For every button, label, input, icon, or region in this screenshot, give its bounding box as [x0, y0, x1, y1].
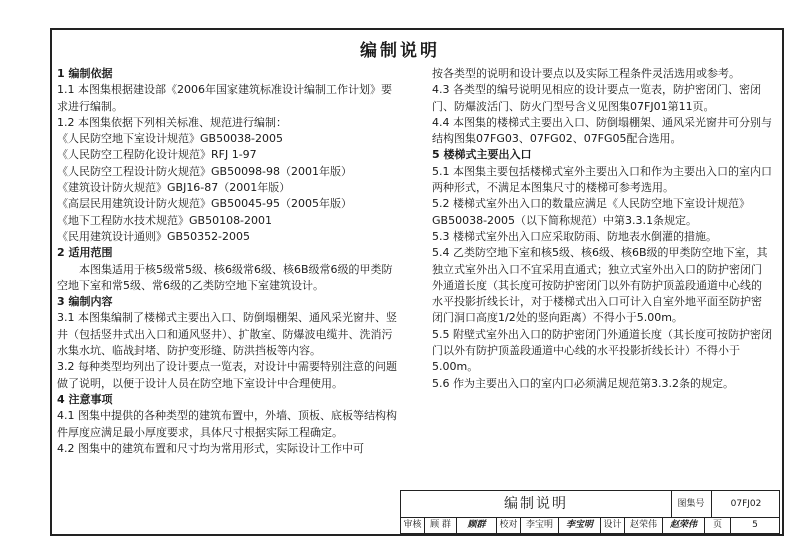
paragraph: 1.1 本图集根据建设部《2006年国家建筑标准设计编制工作计划》要求进行编制。 [57, 83, 392, 113]
title-block-signature-row [401, 517, 779, 533]
title-block-top-row [401, 491, 779, 518]
paragraph: 《人民防空工程设计防火规范》GB50098-98（2001年版） [57, 164, 353, 178]
paragraph: 《高层民用建筑设计防火规范》GB50045-95（2005年版） [57, 197, 353, 211]
page-label: 页 [705, 517, 731, 533]
paragraph: 5.3 楼梯式室外出入口应采取防雨、防地表水倒灌的措施。 [432, 229, 717, 243]
drawing-name: 编制说明 [401, 491, 672, 517]
section-heading: 1 编制依据 [57, 67, 113, 80]
paragraph: 按各类型的说明和设计要点以及实际工程条件灵活选用或参考。 [432, 67, 740, 80]
design-signature: 赵荣伟 [663, 517, 705, 533]
section-heading: 4 注意事项 [57, 392, 113, 406]
set-number: 07FJ02 [730, 499, 762, 509]
paragraph: 5.1 本图集主要包括楼梯式室外主要出入口和作为主要出入口的室内口两种形式，不满足本图集尺寸的楼梯可参考选用。 [432, 164, 772, 195]
paragraph: 1.2 本图集依据下列相关标准、规范进行编制： [57, 115, 287, 129]
review-label: 审核 [401, 517, 425, 533]
review-signature: 顾群 [457, 517, 497, 533]
check-label: 校对 [497, 517, 521, 533]
paragraph: 《人民防空地下室设计规范》GB50038-2005 [57, 132, 284, 146]
paragraph: 4.3 各类型的编号说明见相应的设计要点一览表，防护密闭门、密闭门、防爆波活门、防火门型号含义见图集07FJ01第11页。 [432, 83, 761, 113]
paragraph: 5.6 作为主要出入口的室内口必须满足规范第3.3.2条的规定。 [432, 376, 734, 390]
paragraph: 5.4 乙类防空地下室和核5级、核6级、核6B级的甲类防空地下室，其独立式室外出入口不宜采用直通式；独立式室外出入口的防护密闭门外通道长度（其长度可按防护密闭门以外有防护顶盖段通道中心线的水平投影折线长计，对于楼梯式出入口可计入自室外地平面至防护密闭门洞口高度1/2处的竖向距离）不得小于5.00m。 [432, 246, 768, 325]
section-heading: 5 楼梯式主要出入口 [432, 148, 532, 162]
paragraph: 3.1 本图集编制了楼梯式主要出入口、防倒塌棚架、通风采光窗井、竖井（包括竖井式出入口和通风竖井）、扩散室、防爆波电缆井、洗消污水集水坑、临战封堵、防护变形缝、防洪挡板等内容。 [57, 311, 397, 358]
check-signature: 李宝明 [559, 517, 601, 533]
paragraph: 4.2 图集中的建筑布置和尺寸均为常用形式，实际设计工作中可 [57, 441, 364, 455]
paragraph: 4.1 图集中提供的各种类型的建筑布置中，外墙、顶板、底板等结构构件厚度应满足最小厚度要求，具体尺寸根据实际工程确定。 [57, 409, 397, 439]
left-column [57, 66, 397, 457]
right-column [432, 66, 772, 392]
paragraph: 4.4 本图集的楼梯式主要出入口、防倒塌棚架、通风采光窗井可分别与结构图集07FG03、07FG02、07FG05配合选用。 [432, 115, 772, 146]
paragraph: 《建筑设计防火规范》GBJ16-87（2001年版） [57, 181, 291, 195]
design-name: 赵荣伟 [625, 517, 663, 533]
review-name: 顾 群 [425, 517, 457, 533]
paragraph: 《人民防空工程防化设计规范》RFJ 1-97 [57, 148, 257, 162]
set-number-label: 图集号 [671, 491, 712, 517]
paragraph: 《地下工程防水技术规范》GB50108-2001 [57, 213, 273, 227]
paragraph: 5.5 附壁式室外出入口的防护密闭门外通道长度（其长度可按防护密闭门以外有防护顶盖段通道中心线的水平投影折线长计）不得小于5.00m。 [432, 327, 772, 374]
paragraph: 5.2 楼梯式室外出入口的数量应满足《人民防空地下室设计规范》GB50038-2005（以下简称规范）中第3.3.1条规定。 [432, 197, 750, 227]
paragraph: 本图集适用于核5级常5级、核6级常6级、核6B级常6级的甲类防空地下室和常5级、常6级的乙类防空地下室建筑设计。 [57, 262, 393, 292]
paragraph: 《民用建筑设计通则》GB50352-2005 [57, 229, 251, 243]
design-label: 设计 [601, 517, 625, 533]
title-block [400, 490, 780, 534]
page-number: 5 [752, 520, 758, 530]
page-title: 编制说明 [360, 41, 440, 61]
paragraph: 3.2 每种类型均列出了设计要点一览表，对设计中需要特别注意的问题做了说明，以便于设计人员在防空地下室设计中合理使用。 [57, 360, 397, 390]
section-heading: 2 适用范围 [57, 246, 113, 260]
section-heading: 3 编制内容 [57, 295, 113, 309]
check-name: 李宝明 [521, 517, 559, 533]
